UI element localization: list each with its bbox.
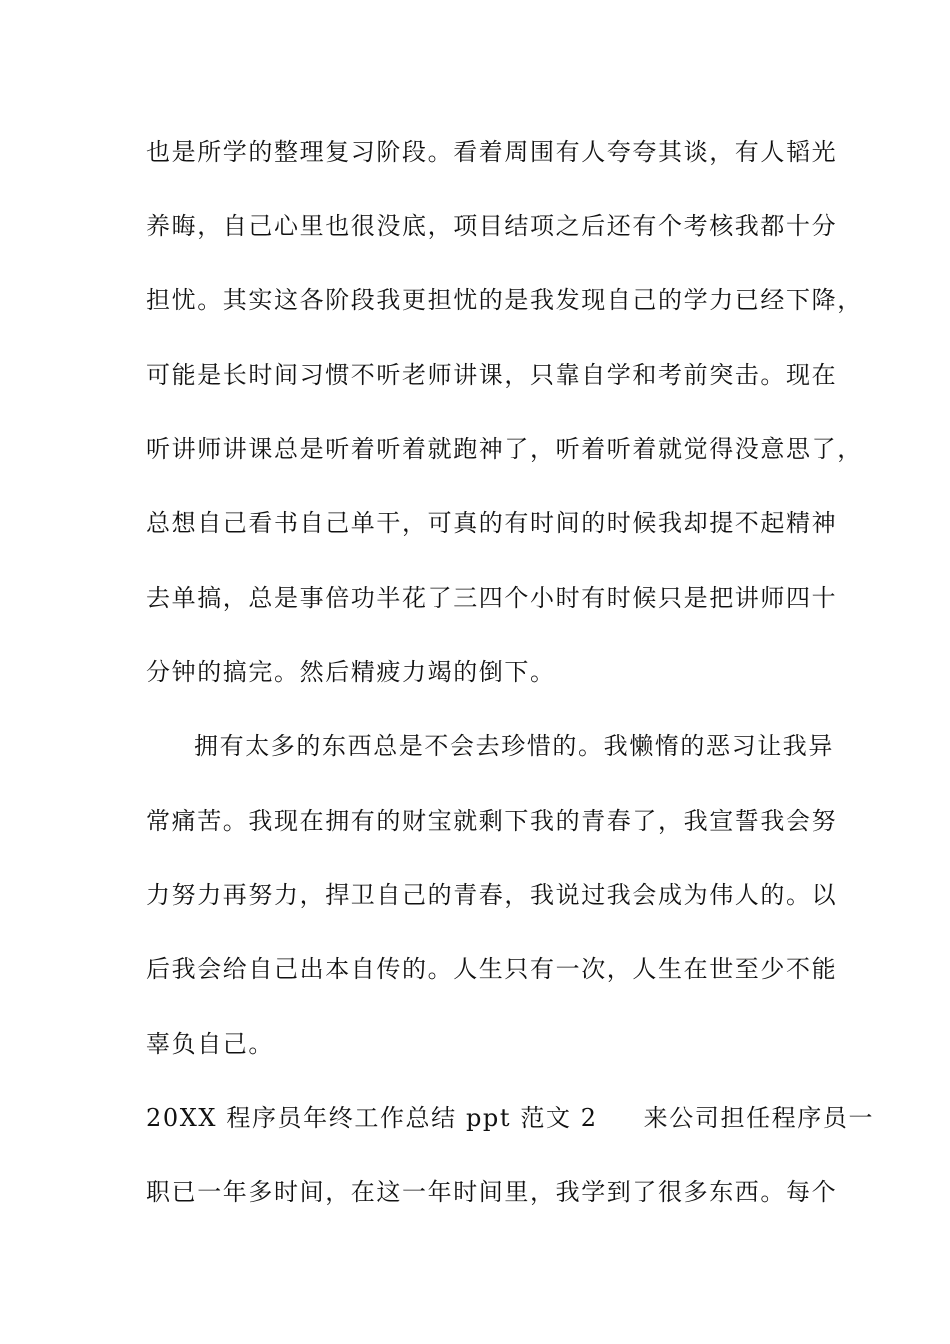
heading-continuation-text: 来公司担任程序员一 — [643, 1104, 875, 1132]
text-line: 养晦，自己心里也很没底，项目结项之后还有个考核我都十分 — [146, 212, 838, 240]
text-line: 职已一年多时间，在这一年时间里，我学到了很多东西。每个 — [146, 1178, 838, 1206]
section-heading: 20XX 程序员年终工作总结 ppt 范文 2 — [146, 1104, 598, 1132]
text-line: 听讲师讲课总是听着听着就跑神了，听着听着就觉得没意思了， — [146, 435, 863, 463]
text-line: 去单搞，总是事倍功半花了三四个小时有时候只是把讲师四十 — [146, 584, 838, 612]
text-line: 常痛苦。我现在拥有的财宝就剩下我的青春了，我宣誓我会努 — [146, 807, 838, 835]
paragraph-first-line: 拥有太多的东西总是不会去珍惜的。我懒惰的恶习让我异 — [194, 732, 834, 760]
text-line: 总想自己看书自己单干，可真的有时间的时候我却提不起精神 — [146, 509, 838, 537]
text-line: 也是所学的整理复习阶段。看着周围有人夸夸其谈，有人韬光 — [146, 138, 838, 166]
section-heading-line — [146, 1098, 875, 1138]
text-line: 分钟的搞完。然后精疲力竭的倒下。 — [146, 658, 556, 686]
text-line: 力努力再努力，捍卫自己的青春，我说过我会成为伟人的。以 — [146, 881, 838, 909]
text-line: 后我会给自己出本自传的。人生只有一次，人生在世至少不能 — [146, 955, 838, 983]
text-line: 辜负自己。 — [146, 1030, 274, 1058]
text-line: 可能是长时间习惯不听老师讲课，只靠自学和考前突击。现在 — [146, 361, 838, 389]
text-line: 担忧。其实这各阶段我更担忧的是我发现自己的学力已经下降， — [146, 286, 863, 314]
